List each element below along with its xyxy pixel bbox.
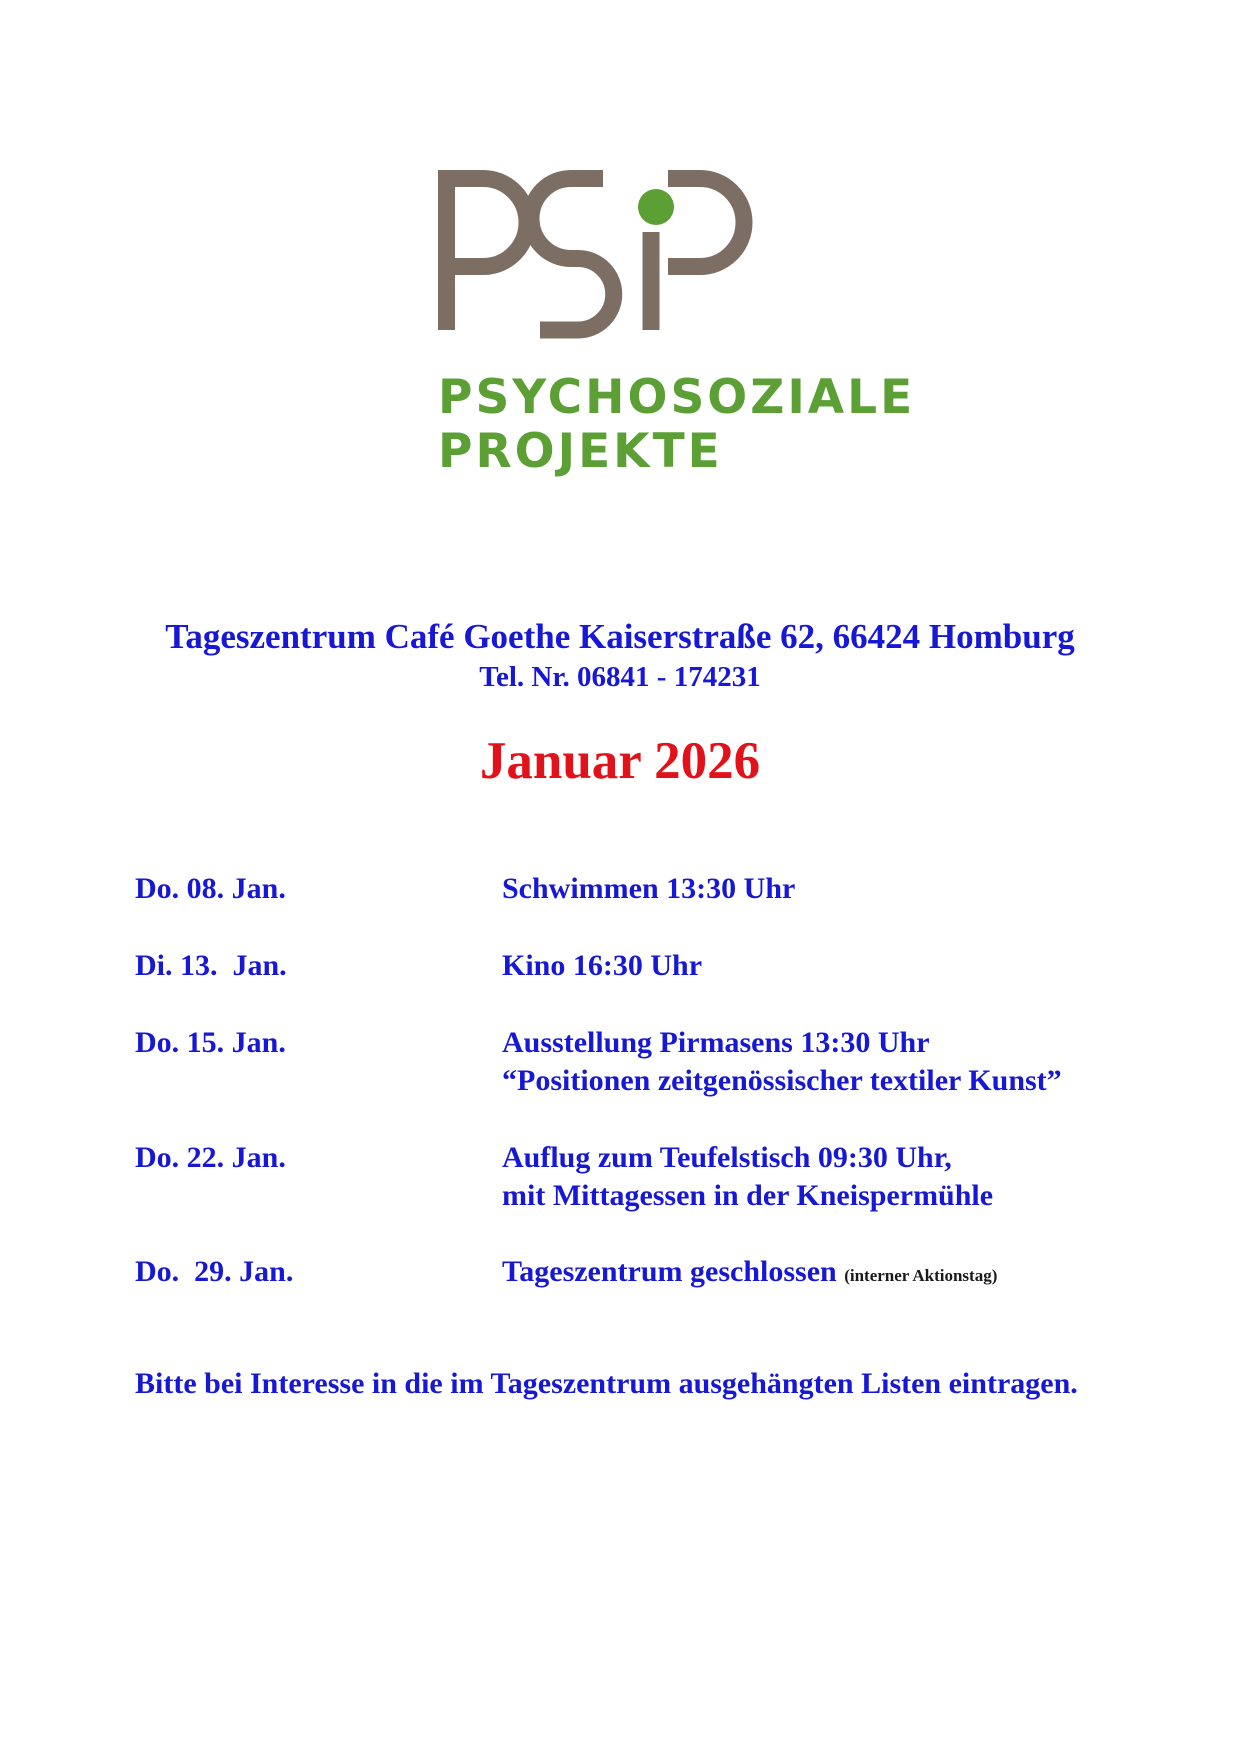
event-date: Di. 13. Jan. [135, 949, 287, 982]
event-date: Do. 15. Jan. [135, 1026, 286, 1059]
event-line: mit Mittagessen in der Kneispermühle [502, 1179, 994, 1212]
month-title: Januar 2026 [479, 732, 761, 790]
event-description [502, 870, 795, 908]
event-line: Schwimmen 13:30 Uhr [502, 872, 796, 905]
logo-text-line1: PSYCHOSOZIALE [438, 370, 916, 425]
address-line: Tageszentrum Café Goethe Kaiserstraße 62, 66424 Homburg [165, 617, 1075, 656]
psp-logo-mark [438, 170, 768, 340]
event-date: Do. 08. Jan. [135, 872, 286, 905]
event-line: Tageszentrum geschlossen [502, 1255, 837, 1288]
event-line: Ausstellung Pirmasens 13:30 Uhr [502, 1026, 930, 1059]
event-description [502, 1253, 997, 1295]
event-date: Do. 29. Jan. [135, 1255, 294, 1288]
event-description [502, 1024, 1062, 1100]
event-description [502, 947, 702, 985]
event-note: (interner Aktionstag) [844, 1266, 998, 1285]
phone-number: Tel. Nr. 06841 - 174231 [479, 661, 761, 693]
footer-note: Bitte bei Interesse in die im Tageszentrum ausgehängten Listen eintragen. [135, 1367, 1078, 1400]
event-description [502, 1139, 993, 1215]
psp-logo [438, 170, 916, 480]
event-line: Auflug zum Teufelstisch 09:30 Uhr, [502, 1141, 952, 1174]
event-line: Kino 16:30 Uhr [502, 949, 703, 982]
event-date: Do. 22. Jan. [135, 1141, 286, 1174]
logo-dot [638, 189, 674, 225]
logo-letters [447, 179, 745, 331]
event-line-with-note [502, 1253, 997, 1295]
event-line: “Positionen zeitgenössischer textiler Kunst” [502, 1064, 1062, 1097]
logo-text-line2: PROJEKTE [438, 424, 723, 479]
